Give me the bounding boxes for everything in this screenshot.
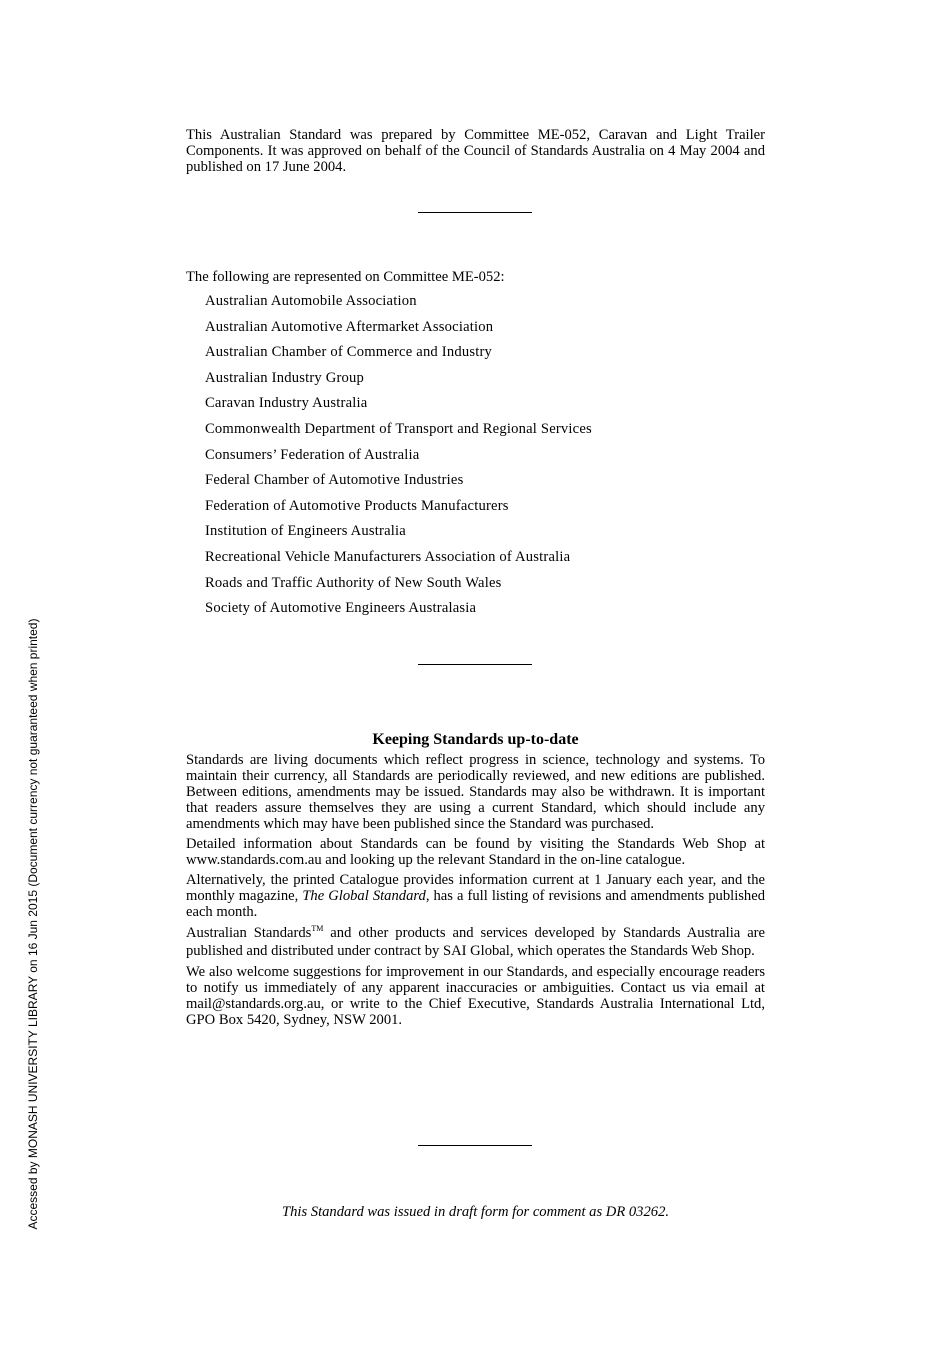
intro-text: This Australian Standard was prepared by Committee ME-052, Caravan and Light Trailer Components. It was approved on behalf of the Council of Standards Australia on 4 May 2004 and published on 17 June 2004. [186,127,765,175]
keeping-paragraph-4-end: and other products and services developed by Standards Australia are published and distributed under contract by SAI Global, which operates the Standards Web Shop. [186,925,766,959]
keeping-standards-section [186,752,765,1032]
intro-paragraph [186,127,765,175]
committee-member: Australian Automotive Aftermarket Association [205,318,494,335]
access-watermark-text: Accessed by MONASH UNIVERSITY LIBRARY on 16 Jun 2015 (Document currency not guaranteed when printed) [26,618,40,1230]
divider-rule [418,212,532,213]
divider-rule [418,664,532,665]
committee-member: Commonwealth Department of Transport and Regional Services [205,420,592,437]
divider-rule [418,1145,532,1146]
committee-member: Recreational Vehicle Manufacturers Association of Australia [205,548,571,565]
trademark-mark: TM [311,924,324,933]
committee-member: Australian Industry Group [205,369,365,386]
keeping-paragraph-4 [186,924,765,960]
keeping-paragraph-4-start: Australian Standards [186,925,312,941]
committee-member: Institution of Engineers Australia [205,523,406,540]
committee-member: Caravan Industry Australia [205,395,368,412]
keeping-paragraph-5: We also welcome suggestions for improvement in our Standards, and especially encourage readers to notify us immediately of any apparent inaccuracies or ambiguities. Contact us via email at mail@standards.org.au, or write to the Chief Executive, Standards Australia International Ltd, GPO Box 5420, Sydney, NSW 2001. [186,964,765,1028]
keeping-paragraph-3 [186,872,765,920]
committee-member: Federal Chamber of Automotive Industries [205,472,464,489]
committee-member-list [205,292,592,625]
committee-member: Australian Automobile Association [205,293,417,309]
committee-lead: The following are represented on Committee ME-052: [186,269,505,285]
committee-member: Federation of Automotive Products Manufacturers [205,497,509,514]
keeping-paragraph-2: Detailed information about Standards can be found by visiting the Standards Web Shop at www.standards.com.au and looking up the relevant Standard in the on-line catalogue. [186,836,765,868]
magazine-title: The Global Standard [302,888,426,904]
committee-member: Roads and Traffic Authority of New South Wales [205,574,502,591]
keeping-paragraph-3-start: Alternatively, the printed Catalogue provides information current at 1 January each year, and the monthly magazine, [186,872,765,904]
section-heading: Keeping Standards up-to-date [372,731,579,748]
keeping-paragraph-1: Standards are living documents which reflect progress in science, technology and systems. To maintain their currency, all Standards are periodically reviewed, and new editions are published. Between editions, amendments may be issued. Standards may also be withdrawn. It is important that readers assure themselves they are using a current Standard, which should include any amendments which may have been published since the Standard was purchased. [186,752,765,832]
committee-member: Society of Automotive Engineers Australasia [205,600,477,617]
keeping-paragraph-3-end: , has a full listing of revisions and amendments published each month. [186,888,765,920]
committee-member: Australian Chamber of Commerce and Industry [205,344,493,361]
draft-note: This Standard was issued in draft form for comment as DR 03262. [281,1204,670,1220]
committee-member: Consumers’ Federation of Australia [205,446,420,463]
